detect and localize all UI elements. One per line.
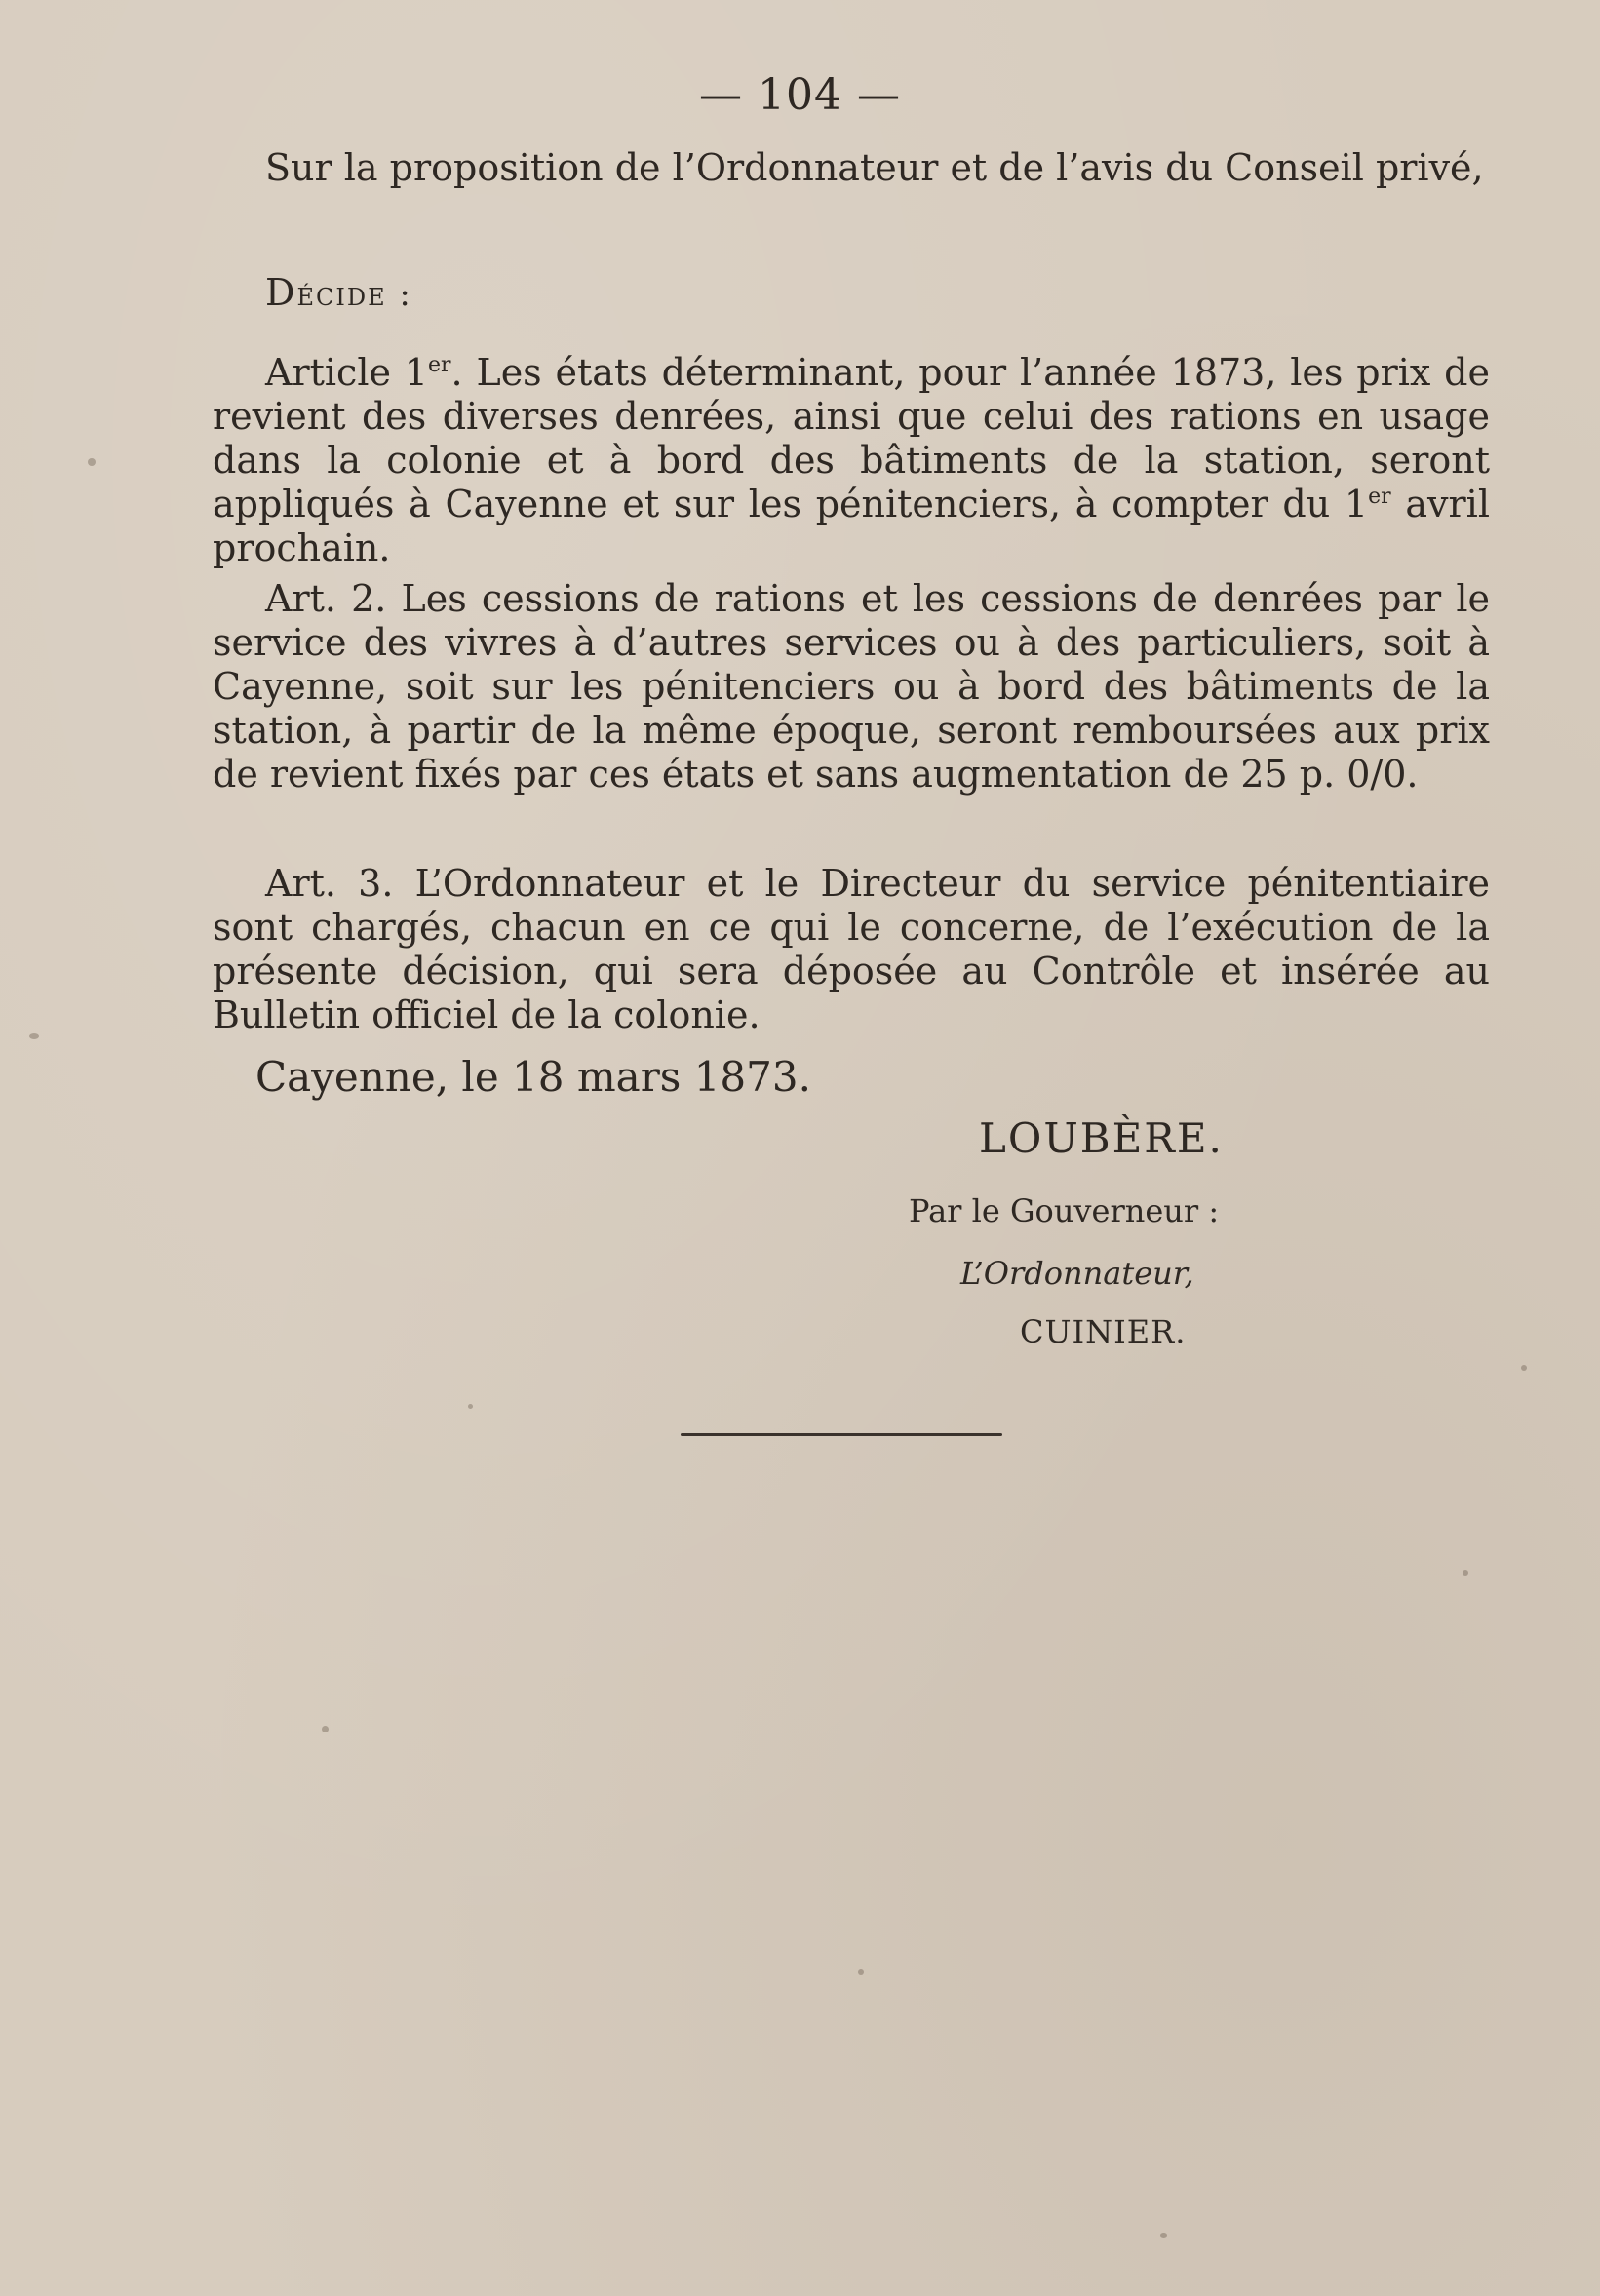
date-line: Cayenne, le 18 mars 1873. — [255, 1053, 811, 1101]
signature-par: Par le Gouverneur : — [909, 1192, 1220, 1229]
article-1-body: . Les états déterminant, pour l’année 1873, les prix de revient des diverses denrées, ainsi que celui des rations en usage dans la colonie et à bord des bâtiments de la station, seront appliqués à Cayenne et sur les pénitenciers, à compter du 1 — [213, 351, 1490, 525]
signature-name-2: CUINIER. — [1020, 1313, 1187, 1350]
paper-speck — [29, 1033, 39, 1039]
article-2-text: Art. 2. Les cessions de rations et les cessions de denrées par le service des vivres à d’autres services ou à des particuliers, soit à Cayenne, soit sur les pénitenciers ou à bord des bâtiments de la station, à partir de la même époque, seront remboursées aux prix de revient fixés par ces états et sans augmentation de 25 p. 0/0. — [213, 577, 1490, 796]
paper-speck — [858, 1969, 864, 1975]
decide-heading — [265, 271, 412, 314]
article-1-paragraph — [213, 351, 1490, 570]
signature-name: LOUBÈRE. — [979, 1114, 1224, 1162]
paper-speck — [88, 458, 96, 466]
paper-speck — [1521, 1365, 1527, 1371]
article-1-lead: Article 1 — [265, 351, 428, 394]
paper-speck — [1160, 2233, 1167, 2238]
closing-rule — [681, 1433, 1002, 1436]
signature-role: L’Ordonnateur, — [960, 1255, 1194, 1292]
article-3-paragraph — [213, 862, 1490, 1037]
paper-speck — [322, 1726, 329, 1732]
decide-first-letter: D — [265, 271, 297, 314]
decide-rest: écide : — [296, 275, 412, 314]
article-3-text: Art. 3. L’Ordonnateur et le Directeur du service pénitentiaire sont chargés, chacun en ce qui le concerne, de l’exécution de la présente décision, qui sera déposée au Contrôle et insérée au Bulletin officiel de la colonie. — [213, 862, 1490, 1036]
paper-speck — [468, 1404, 473, 1409]
article-1-end: avril prochain. — [213, 483, 1490, 569]
article-1-text — [213, 351, 1490, 570]
page-number: — 104 — — [699, 70, 901, 120]
intro-paragraph — [213, 146, 1490, 190]
article-2-paragraph — [213, 577, 1490, 797]
intro-text: Sur la proposition de l’Ordonnateur et de l’avis du Conseil privé, — [265, 146, 1484, 189]
article-1-sup-2: er — [1368, 485, 1391, 509]
article-1-sup: er — [427, 353, 451, 377]
paper-speck — [1463, 1570, 1468, 1576]
